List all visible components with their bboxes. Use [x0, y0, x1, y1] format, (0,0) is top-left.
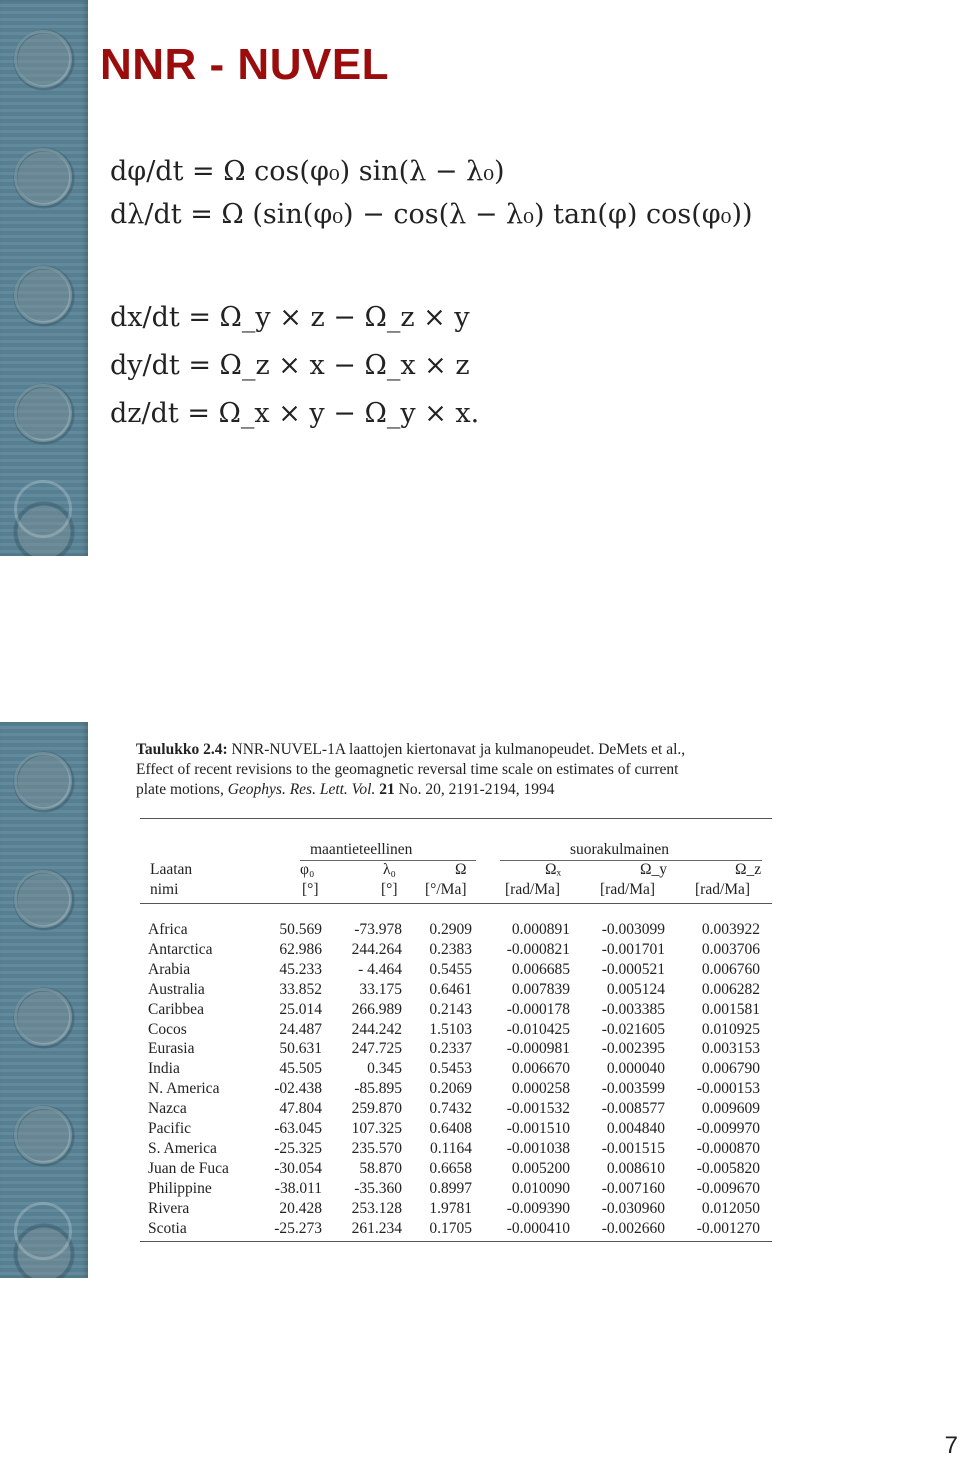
table-cell: 45.233: [279, 960, 322, 978]
seal-emblem-icon: [14, 1106, 72, 1164]
table-cell: -25.273: [274, 1219, 322, 1237]
table-cell: 0.010090: [511, 1179, 570, 1197]
plate-name-cell: Cocos: [148, 1020, 187, 1038]
table-cell: -02.438: [274, 1080, 322, 1098]
table-cell: -0.008577: [601, 1100, 665, 1118]
table-cell: -0.001270: [696, 1219, 760, 1237]
table-cell: 107.325: [351, 1120, 402, 1138]
caption-volume: 21: [375, 781, 395, 798]
table-cell: 266.989: [351, 1000, 402, 1018]
table-cell: -0.003599: [601, 1080, 665, 1098]
table-cell: 0.2337: [429, 1040, 472, 1058]
table-cell: 0.007839: [511, 980, 570, 998]
plate-rotation-table: [148, 920, 760, 1239]
table-cell: -35.360: [354, 1179, 402, 1197]
table-cell: - 4.464: [358, 960, 402, 978]
table-cell: 47.804: [279, 1100, 322, 1118]
table-cell: 0.006670: [511, 1060, 570, 1078]
table-cell: 0.6408: [429, 1120, 472, 1138]
table-cell: 0.006685: [511, 960, 570, 978]
equation-dz: dz/dt = Ω_x × y − Ω_y × x.: [110, 398, 480, 429]
table-row: [148, 1039, 760, 1059]
table-cell: -0.001701: [601, 940, 665, 958]
decorative-side-strip-bottom: [0, 722, 88, 1278]
table-cell: 0.2909: [429, 921, 472, 938]
group-header-geographic: maantieteellinen: [310, 841, 413, 858]
table-cell: 0.012050: [701, 1199, 760, 1217]
table-row: [148, 920, 760, 940]
table-cell: -0.021605: [601, 1020, 665, 1038]
table-cell: 0.003153: [701, 1040, 760, 1058]
table-row: [148, 960, 760, 980]
equation-dphi: dφ/dt = Ω cos(φ₀) sin(λ − λ₀): [110, 156, 505, 187]
plate-name-cell: S. America: [148, 1139, 217, 1157]
table-cell: 0.2143: [429, 1000, 472, 1018]
table-top-rule: [140, 818, 772, 819]
table-cell: -0.002395: [601, 1040, 665, 1058]
seal-emblem-icon: [14, 870, 72, 928]
caption-journal: Geophys. Res. Lett. Vol.: [227, 781, 376, 798]
equation-dlambda: dλ/dt = Ω (sin(φ₀) − cos(λ − λ₀) tan(φ) cos(φ₀)): [110, 199, 753, 230]
table-cell: 0.7432: [429, 1100, 472, 1118]
table-cell: 62.986: [279, 940, 322, 958]
table-row: [148, 1179, 760, 1199]
table-row: [148, 1079, 760, 1099]
table-cell: -0.002660: [601, 1219, 665, 1237]
table-cell: -38.011: [274, 1179, 322, 1197]
group-header-cartesian: suorakulmainen: [570, 841, 670, 858]
decorative-side-strip-top: [0, 0, 88, 556]
table-cell: 244.242: [351, 1020, 402, 1038]
column-header-omega-x: Ωₓ: [545, 861, 562, 878]
plate-name-cell: Rivera: [148, 1199, 190, 1217]
table-row: [148, 1119, 760, 1139]
table-row: [148, 980, 760, 1000]
column-unit-omega-y: [rad/Ma]: [600, 881, 656, 898]
table-row: [148, 1000, 760, 1020]
column-unit-omega: [°/Ma]: [425, 881, 467, 898]
column-header-omega-y: Ω_y: [640, 861, 668, 878]
table-cell: -85.895: [354, 1080, 402, 1098]
table-cell: 0.010925: [701, 1020, 760, 1038]
seal-emblem-icon: [14, 480, 72, 538]
table-cell: 0.1164: [429, 1139, 472, 1157]
table-cell: 0.5455: [429, 960, 472, 978]
table-cell: -0.000981: [506, 1040, 570, 1058]
table-cell: 0.000040: [606, 1060, 665, 1078]
table-cell: 0.000891: [511, 921, 570, 938]
table-row: [148, 1099, 760, 1119]
table-cell: 247.725: [351, 1040, 402, 1058]
table-cell: 20.428: [279, 1199, 322, 1217]
table-cell: 0.345: [367, 1060, 402, 1078]
plate-name-cell: Eurasia: [148, 1040, 195, 1058]
table-cell: 0.1705: [429, 1219, 472, 1237]
plate-name-cell: N. America: [148, 1080, 220, 1098]
table-cell: 0.003706: [701, 940, 760, 958]
table-cell: 0.001581: [701, 1000, 760, 1018]
table-cell: -0.000870: [696, 1139, 760, 1157]
seal-emblem-icon: [14, 30, 72, 88]
column-unit-phi0: [°]: [302, 881, 319, 898]
table-cell: 0.009609: [701, 1100, 760, 1118]
caption-line3-pre: plate motions,: [136, 781, 228, 798]
table-cell: 24.487: [279, 1020, 322, 1038]
table-cell: 244.264: [351, 940, 402, 958]
table-cell: 50.631: [279, 1040, 322, 1058]
seal-emblem-icon: [14, 384, 72, 442]
table-row: [148, 1199, 760, 1219]
plate-name-cell: Philippine: [148, 1179, 212, 1197]
table-cell: 33.175: [359, 980, 402, 998]
caption-label: Taulukko 2.4:: [136, 741, 228, 758]
caption-line3-post: No. 20, 2191-2194, 1994: [394, 781, 555, 798]
table-cell: 235.570: [351, 1139, 402, 1157]
table-cell: 261.234: [351, 1219, 402, 1237]
table-cell: 0.6658: [429, 1159, 472, 1177]
plate-name-cell: Africa: [148, 921, 188, 938]
table-cell: 0.008610: [606, 1159, 665, 1177]
plate-name-cell: India: [148, 1060, 180, 1078]
column-header-lambda0: λ₀: [383, 861, 396, 878]
column-header-plate: Laatan: [150, 861, 193, 878]
table-cell: 0.006282: [701, 980, 760, 998]
table-cell: 0.2383: [429, 940, 472, 958]
table-row: [148, 1219, 760, 1239]
table-caption: [136, 740, 786, 800]
table-row: [148, 1139, 760, 1159]
table-cell: -0.030960: [601, 1199, 665, 1217]
seal-emblem-icon: [14, 988, 72, 1046]
table-row: [148, 1020, 760, 1040]
table-cell: 0.006790: [701, 1060, 760, 1078]
table-cell: 45.505: [279, 1060, 322, 1078]
table-cell: 0.003922: [701, 921, 760, 938]
plate-name-cell: Antarctica: [148, 940, 213, 958]
table-cell: -0.001038: [506, 1139, 570, 1157]
table-cell: 33.852: [279, 980, 322, 998]
column-header-omega: Ω: [455, 861, 467, 878]
plate-name-cell: Scotia: [148, 1219, 187, 1237]
plate-name-cell: Nazca: [148, 1100, 187, 1118]
equation-dy: dy/dt = Ω_z × x − Ω_x × z: [110, 350, 470, 381]
group-underline-cartesian: [500, 860, 762, 861]
table-cell: 0.004840: [606, 1120, 665, 1138]
column-unit-omega-x: [rad/Ma]: [505, 881, 561, 898]
table-cell: 0.5453: [429, 1060, 472, 1078]
table-cell: -0.001510: [506, 1120, 570, 1138]
plate-name-cell: Pacific: [148, 1120, 192, 1138]
slide-title: NNR - NUVEL: [100, 40, 390, 89]
table-cell: -0.001515: [601, 1139, 665, 1157]
table-cell: -0.009670: [696, 1179, 760, 1197]
table-cell: -0.000410: [506, 1219, 570, 1237]
seal-emblem-icon: [14, 148, 72, 206]
table-cell: -30.054: [274, 1159, 322, 1177]
table-cell: 0.006760: [701, 960, 760, 978]
table-cell: -0.003385: [601, 1000, 665, 1018]
table-cell: 253.128: [351, 1199, 402, 1217]
column-header-phi0: φ₀: [300, 861, 315, 878]
table-cell: -0.009970: [696, 1120, 760, 1138]
plate-name-cell: Arabia: [148, 960, 191, 978]
table-cell: 0.005200: [511, 1159, 570, 1177]
plate-name-cell: Juan de Fuca: [148, 1159, 229, 1177]
table-row: [148, 1159, 760, 1179]
seal-emblem-icon: [14, 1202, 72, 1260]
table-cell: 50.569: [279, 921, 322, 938]
table-cell: -25.325: [274, 1139, 322, 1157]
table-cell: -0.003099: [601, 921, 665, 938]
table-cell: -0.001532: [506, 1100, 570, 1118]
table-cell: -63.045: [274, 1120, 322, 1138]
table-cell: 1.5103: [429, 1020, 472, 1038]
table-cell: -0.005820: [696, 1159, 760, 1177]
table-cell: -0.000521: [601, 960, 665, 978]
table-cell: 0.005124: [606, 980, 665, 998]
table-cell: -0.000153: [696, 1080, 760, 1098]
table-cell: -0.010425: [506, 1020, 570, 1038]
table-cell: 58.870: [359, 1159, 402, 1177]
seal-emblem-icon: [14, 752, 72, 810]
column-unit-lambda0: [°]: [381, 881, 398, 898]
table-header-rule: [140, 903, 772, 904]
table-cell: 25.014: [279, 1000, 322, 1018]
equation-dx: dx/dt = Ω_y × z − Ω_z × y: [110, 302, 470, 333]
table-cell: -0.000821: [506, 940, 570, 958]
table-cell: 0.2069: [429, 1080, 472, 1098]
table-bottom-rule: [140, 1241, 772, 1242]
table-cell: -0.009390: [506, 1199, 570, 1217]
table-cell: -0.000178: [506, 1000, 570, 1018]
table-cell: 0.8997: [429, 1179, 472, 1197]
column-header-omega-z: Ω_z: [735, 861, 762, 878]
table-row: [148, 1059, 760, 1079]
plate-name-cell: Caribbea: [148, 1000, 204, 1018]
table-cell: 0.6461: [429, 980, 472, 998]
page-number: 7: [944, 1432, 958, 1459]
column-unit-plate: nimi: [150, 881, 179, 898]
table-cell: 1.9781: [429, 1199, 472, 1217]
table-cell: -0.007160: [601, 1179, 665, 1197]
table-row: [148, 940, 760, 960]
table-cell: -73.978: [354, 921, 402, 938]
caption-line1: NNR-NUVEL-1A laattojen kiertonavat ja kulmanopeudet. DeMets et al.,: [227, 741, 686, 758]
table-cell: 259.870: [351, 1100, 402, 1118]
column-unit-omega-z: [rad/Ma]: [695, 881, 751, 898]
caption-line2: Effect of recent revisions to the geomagnetic reversal time scale on estimates of current: [136, 761, 679, 778]
plate-name-cell: Australia: [148, 980, 205, 998]
table-cell: 0.000258: [511, 1080, 570, 1098]
seal-emblem-icon: [14, 266, 72, 324]
